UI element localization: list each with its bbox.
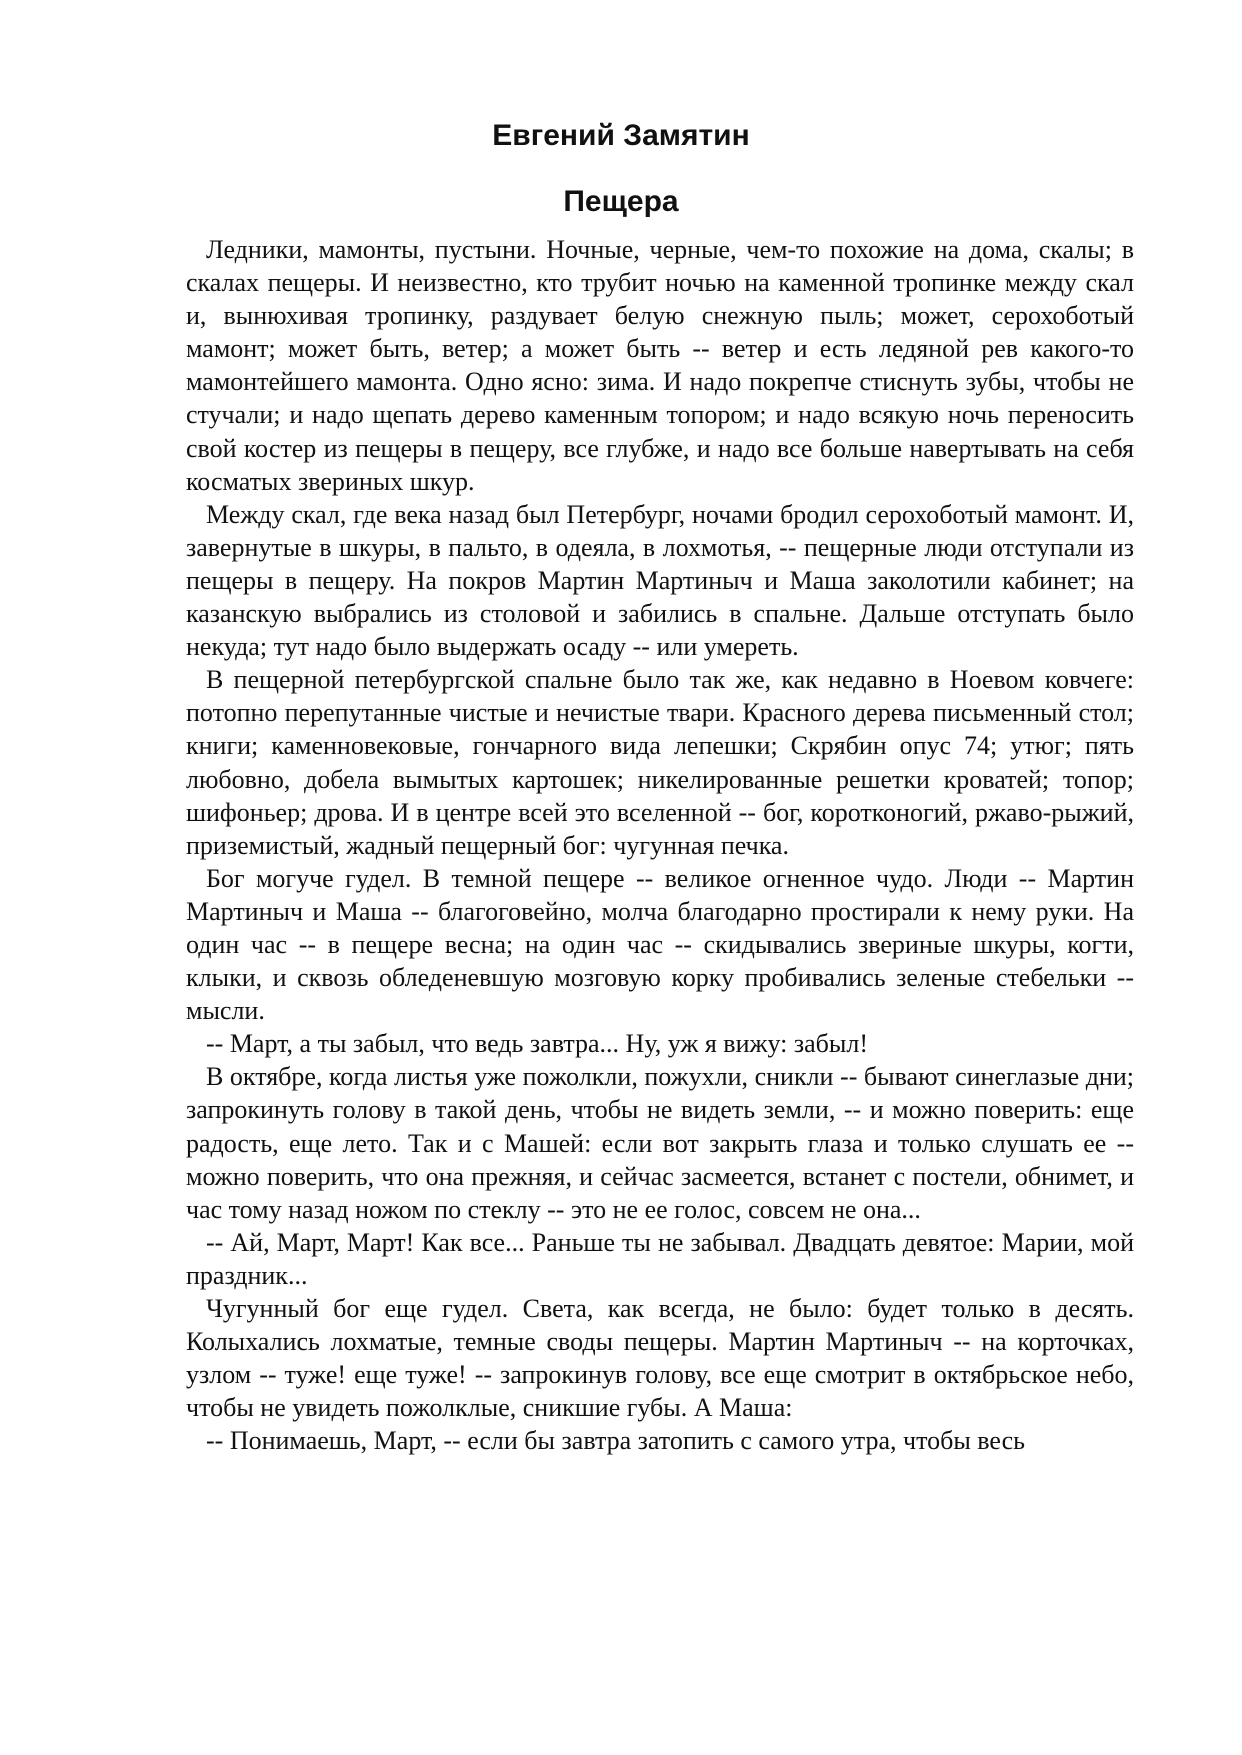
paragraph: В октябре, когда листья уже пожолкли, пожухли, сникли -- бывают синеглазые дни; запрокинуть голову в такой день, чтобы не видеть земли, -- и можно поверить: еще радость, еще лето. Так и с Машей: если вот закрыть глаза и только слушать ее -- можно поверить, что она прежняя, и сейчас засмеется, встанет с постели, обнимет, и час тому назад ножом по стеклу -- это не ее голос, совсем не она... — [186, 1062, 1134, 1224]
paragraph: В пещерной петербургской спальне было так же, как недавно в Ноевом ковчеге: потопно перепутанные чистые и нечистые твари. Красного дерева письменный стол; книги; каменновековые, гончарного вида лепешки; Скрябин опус 74; утюг; пять любовно, добела вымытых картошек; никелированные решетки кроватей; топор; шифоньер; дрова. И в центре всей это вселенной -- бог, коротконогий, ржаво-рыжий, приземистый, жадный пещерный бог: чугунная печка. — [186, 665, 1134, 860]
dialogue-line: -- Понимаешь, Март, -- если бы завтра затопить с самого утра, чтобы весь — [206, 1426, 1025, 1456]
story-title: Пещера — [563, 185, 679, 218]
paragraph: Между скал, где века назад был Петербург, ночами бродил серохоботый мамонт. И, завернутые в шкуры, в пальто, в одеяла, в лохмотья, -- пещерные люди отступали из пещеры в пещеру. На покров Мартин Мартиныч и Маша заколотили кабинет; на казанскую выбрались из столовой и забились в спальне. Дальше отступать было некуда; тут надо было выдержать осаду -- или умереть. — [186, 499, 1134, 662]
paragraph: Ледники, мамонты, пустыни. Ночные, черные, чем-то похожие на дома, скалы; в скалах пещеры. И неизвестно, кто трубит ночью на каменной тропинке между скал и, вынюхивая тропинку, раздувает белую снежную пыль; может, серохоботый мамонт; может быть, ветер; а может быть -- ветер и есть ледяной рев какого-то мамонтейшего мамонта. Одно ясно: зима. И надо покрепче стиснуть зубы, чтобы не стучали; и надо щепать дерево каменным топором; и надо всякую ночь переносить свой костер из пещеры в пещеру, все глубже, и надо все больше навертывать на себя косматых звериных шкур. — [186, 235, 1134, 496]
dialogue-line: -- Ай, Март, Март! Как все... Раньше ты не забывал. Двадцать девятое: Марии, мой праздник... — [186, 1227, 1134, 1290]
paragraph: Бог могуче гудел. В темной пещере -- великое огненное чудо. Люди -- Мартин Мартиныч и Маша -- благоговейно, молча благодарно простирали к нему руки. На один час -- в пещере весна; на один час -- скидывались звериные шкуры, когти, клыки, и сквозь обледеневшую мозговую корку пробивались зеленые стебельки -- мысли. — [186, 863, 1134, 1026]
author-name: Евгений Замятин — [492, 119, 750, 152]
paragraph: Чугунный бог еще гудел. Света, как всегда, не было: будет только в десять. Колыхались лохматые, темные своды пещеры. Мартин Мартиныч -- на корточках, узлом -- туже! еще туже! -- запрокинув голову, все еще смотрит в октябрьское небо, чтобы не увидеть пожолклые, сникшие губы. А Маша: — [186, 1294, 1134, 1423]
story-text — [186, 233, 1134, 1457]
dialogue-line: -- Март, а ты забыл, что ведь завтра... Ну, уж я вижу: забыл! — [206, 1029, 868, 1059]
